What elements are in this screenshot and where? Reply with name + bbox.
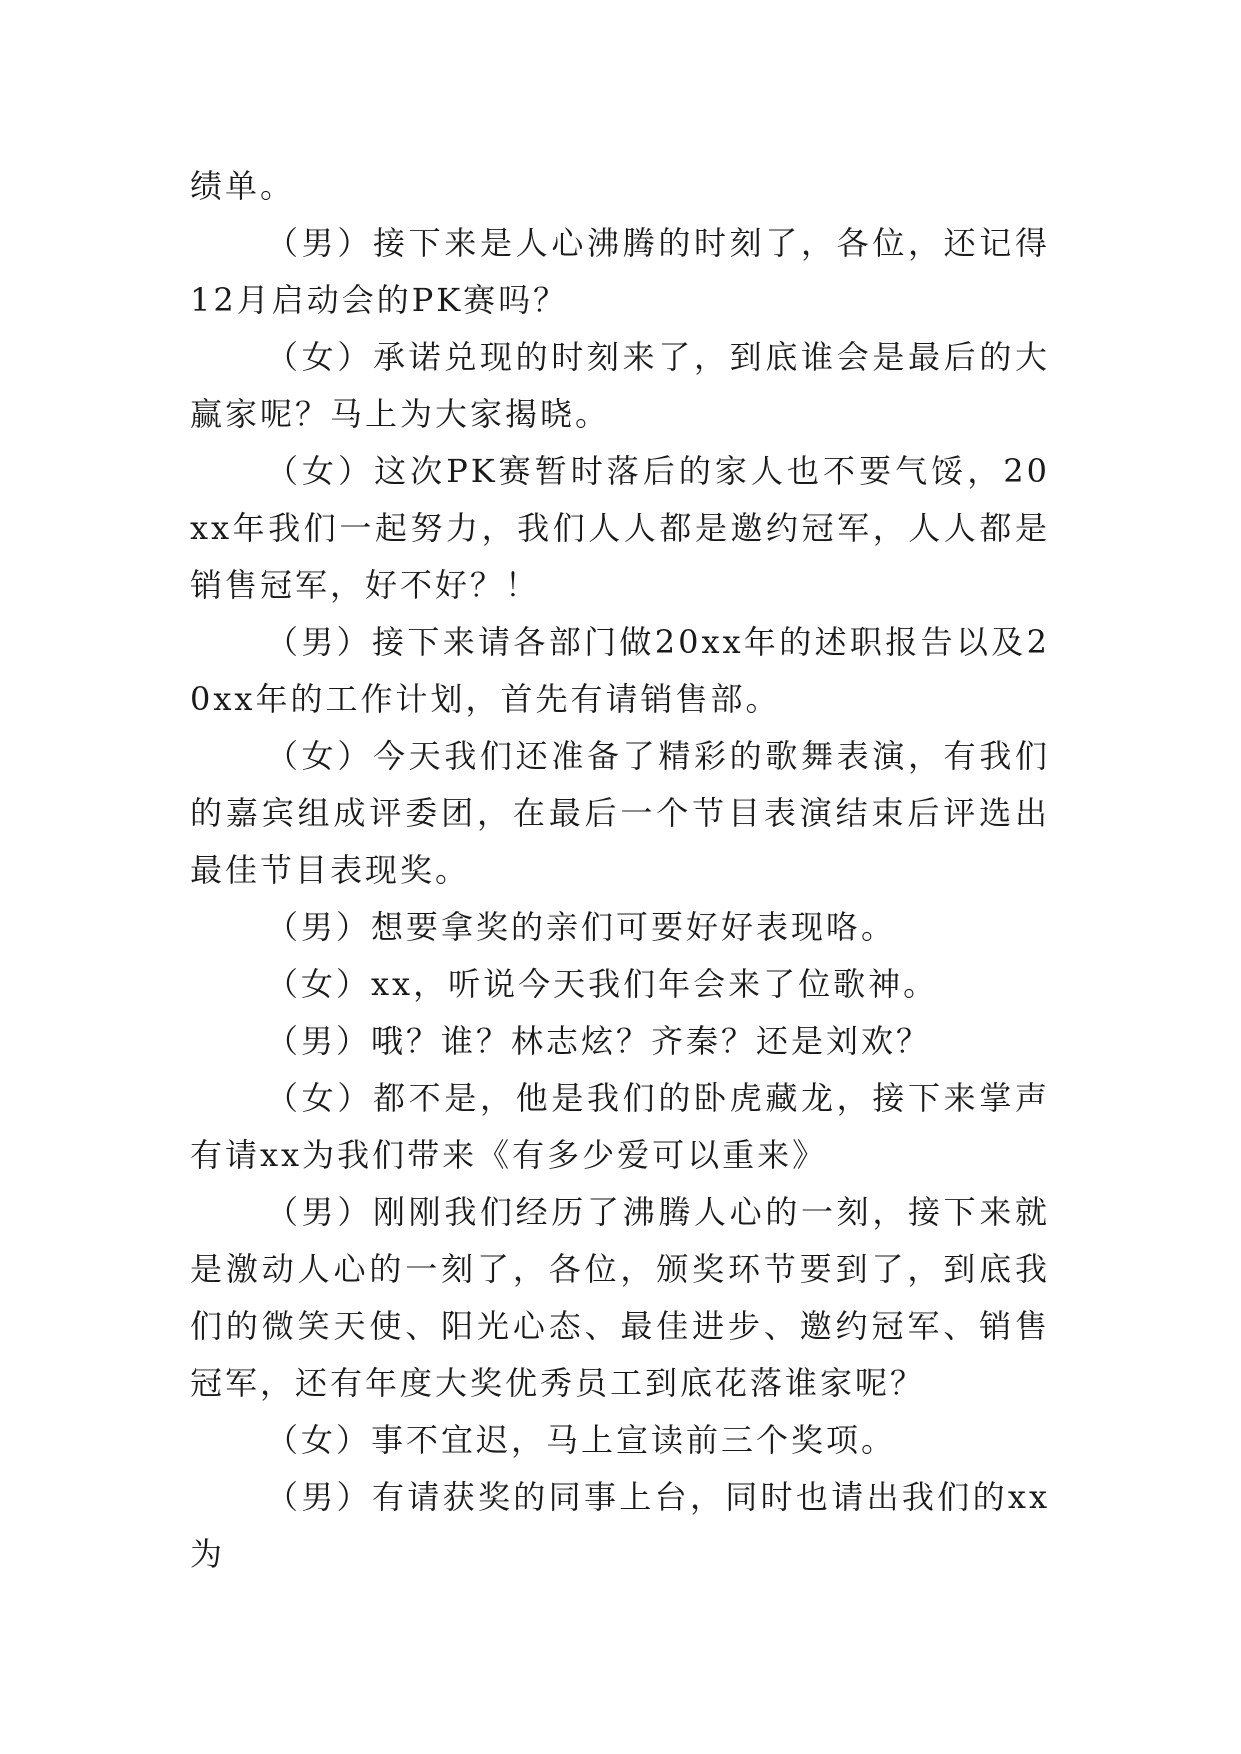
paragraph: （女）都不是，他是我们的卧虎藏龙，接下来掌声有请xx为我们带来《有多少爱可以重来》 bbox=[190, 1079, 1050, 1174]
paragraph: （男）想要拿奖的亲们可要好好表现咯。 bbox=[266, 908, 897, 946]
paragraph: （男）接下来是人心沸腾的时刻了，各位，还记得12月启动会的PK赛吗？ bbox=[190, 224, 1050, 319]
paragraph: （男）刚刚我们经历了沸腾人心的一刻，接下来就是激动人心的一刻了，各位，颁奖环节要到了，到底我们的微笑天使、阳光心态、最佳进步、邀约冠军、销售冠军，还有年度大奖优秀员工到底花落谁家呢？ bbox=[190, 1193, 1050, 1402]
paragraph: （男）接下来请各部门做20xx年的述职报告以及20xx年的工作计划，首先有请销售部。 bbox=[190, 623, 1050, 718]
paragraph: 绩单。 bbox=[190, 167, 296, 205]
document-body bbox=[190, 158, 1050, 1583]
paragraph: （女）承诺兑现的时刻来了，到底谁会是最后的大赢家呢？马上为大家揭晓。 bbox=[190, 338, 1050, 433]
paragraph: （女）今天我们还准备了精彩的歌舞表演，有我们的嘉宾组成评委团，在最后一个节目表演结束后评选出最佳节目表现奖。 bbox=[190, 737, 1050, 889]
paragraph: （女）事不宜迟，马上宣读前三个奖项。 bbox=[266, 1421, 897, 1459]
paragraph: （男）哦？谁？林志炫？齐秦？还是刘欢？ bbox=[266, 1022, 932, 1060]
paragraph: （男）有请获奖的同事上台，同时也请出我们的xx为 bbox=[190, 1478, 1050, 1573]
paragraph: （女）这次PK赛暂时落后的家人也不要气馁，20xx年我们一起努力，我们人人都是邀约冠军，人人都是销售冠军，好不好？！ bbox=[190, 452, 1050, 604]
paragraph: （女）xx，听说今天我们年会来了位歌神。 bbox=[266, 965, 939, 1003]
